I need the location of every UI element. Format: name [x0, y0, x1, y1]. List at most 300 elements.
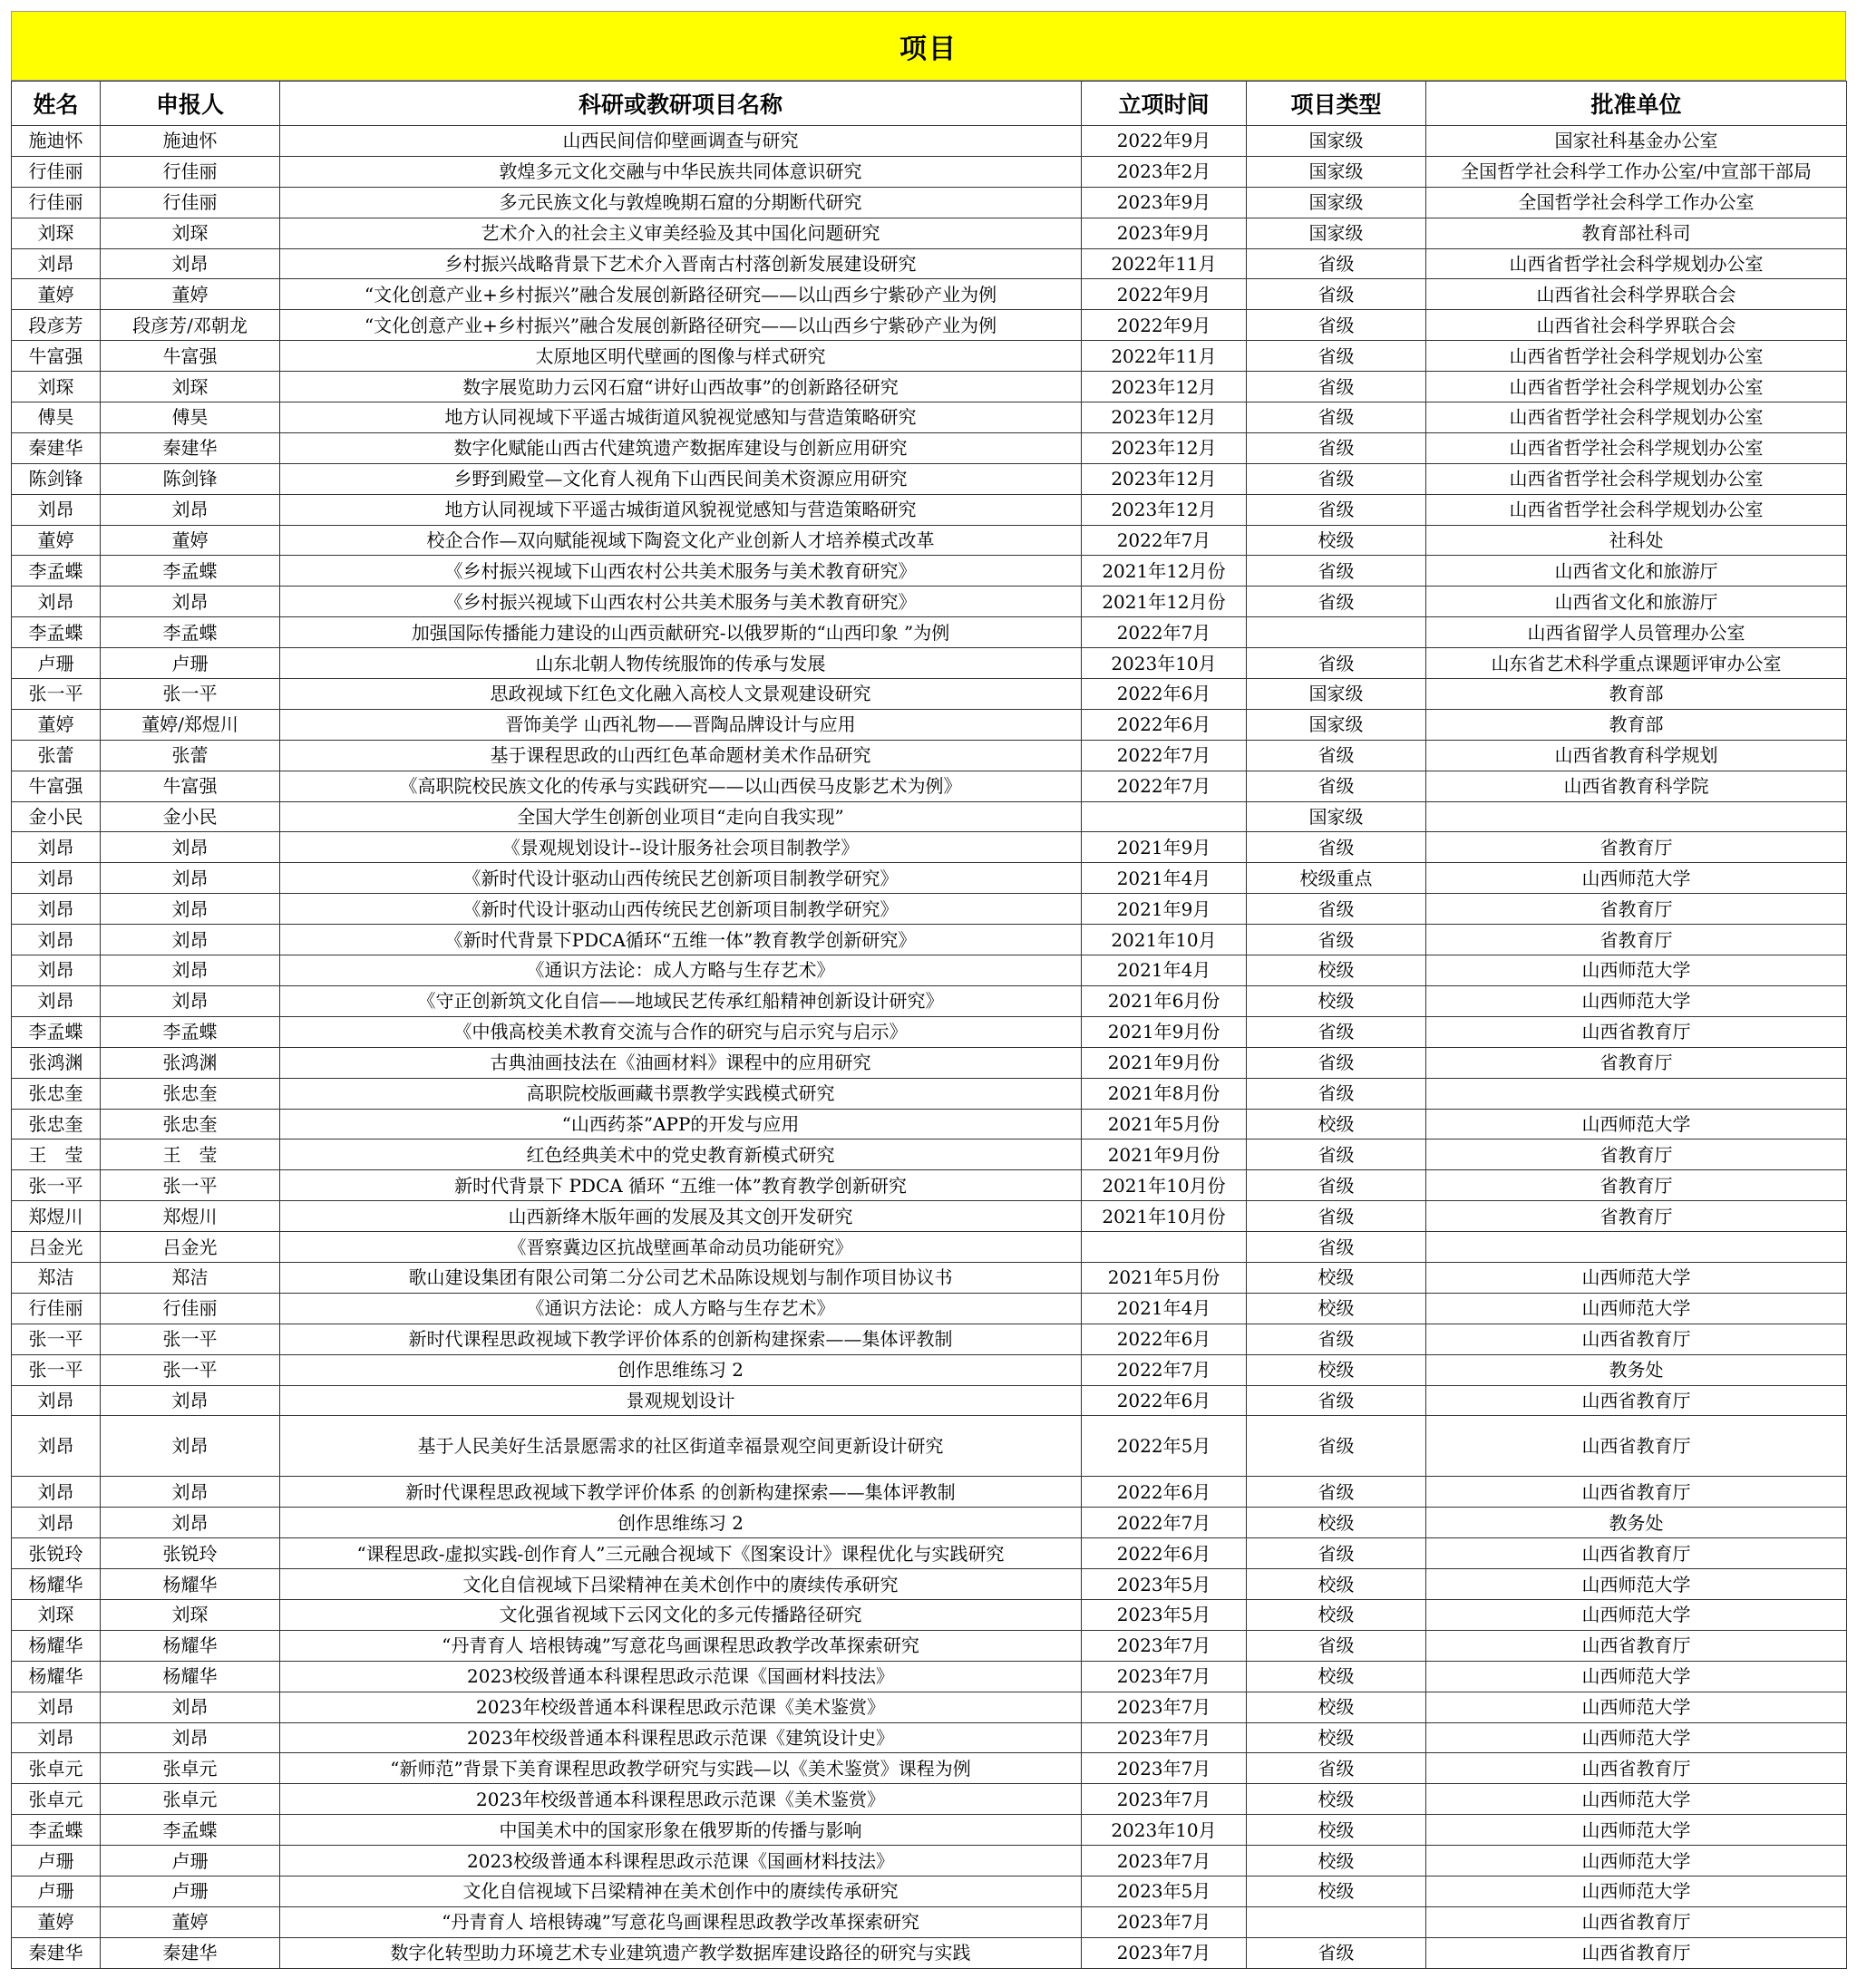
cell-approval-date: 2021年9月 — [1082, 894, 1247, 925]
cell-applicant: 刘昂 — [101, 894, 280, 925]
cell-approving-unit: 全国哲学社会科学工作办公室 — [1426, 187, 1847, 218]
cell-approving-unit: 山西师范大学 — [1426, 1692, 1847, 1722]
cell-applicant: 刘昂 — [101, 1477, 280, 1508]
cell-applicant: 董婷 — [101, 279, 280, 310]
table-row — [12, 1630, 1847, 1661]
cell-name: 行佳丽 — [12, 187, 101, 218]
cell-applicant: 刘昂 — [101, 1508, 280, 1538]
cell-project-type: 国家级 — [1247, 801, 1426, 832]
cell-name: 刘昂 — [12, 1416, 101, 1477]
cell-applicant: 刘琛 — [101, 218, 280, 248]
cell-applicant: 董婷 — [101, 1906, 280, 1937]
cell-applicant: 李孟蝶 — [101, 556, 280, 587]
cell-applicant: 刘昂 — [101, 925, 280, 955]
cell-approval-date: 2023年7月 — [1082, 1722, 1247, 1753]
header-approval-date: 立项时间 — [1082, 82, 1247, 126]
cell-project-type: 校级 — [1247, 1293, 1426, 1324]
cell-approving-unit: 山西省哲学社会科学规划办公室 — [1426, 402, 1847, 433]
cell-project-name: 2023校级普通本科课程思政示范课《国画材料技法》 — [280, 1661, 1082, 1692]
cell-project-type: 校级 — [1247, 1109, 1426, 1139]
cell-applicant: 李孟蝶 — [101, 1815, 280, 1846]
table-row — [12, 463, 1847, 494]
cell-name: 刘昂 — [12, 985, 101, 1016]
cell-project-type: 校级 — [1247, 1876, 1426, 1906]
cell-approval-date: 2023年10月 — [1082, 1815, 1247, 1846]
cell-applicant: 张卓元 — [101, 1784, 280, 1815]
cell-approving-unit: 山西师范大学 — [1426, 1599, 1847, 1630]
cell-approval-date: 2022年5月 — [1082, 1416, 1247, 1477]
cell-name: 郑洁 — [12, 1262, 101, 1293]
cell-project-type: 校级 — [1247, 1815, 1426, 1846]
cell-approving-unit: 山西省教育厅 — [1426, 1906, 1847, 1937]
cell-project-type: 省级 — [1247, 832, 1426, 863]
cell-project-type: 省级 — [1247, 771, 1426, 801]
cell-project-name: “文化创意产业+乡村振兴”融合发展创新路径研究——以山西乡宁紫砂产业为例 — [280, 279, 1082, 310]
cell-project-type — [1247, 617, 1426, 648]
table-row — [12, 1692, 1847, 1722]
cell-approval-date: 2023年7月 — [1082, 1846, 1247, 1876]
cell-approval-date: 2022年11月 — [1082, 341, 1247, 372]
header-row — [12, 82, 1847, 126]
cell-applicant: 施迪怀 — [101, 126, 280, 157]
cell-approving-unit: 山西省哲学社会科学规划办公室 — [1426, 463, 1847, 494]
cell-project-name: 艺术介入的社会主义审美经验及其中国化问题研究 — [280, 218, 1082, 248]
cell-project-type: 校级 — [1247, 1722, 1426, 1753]
cell-approving-unit: 省教育厅 — [1426, 1139, 1847, 1170]
table-row — [12, 1906, 1847, 1937]
cell-approval-date — [1082, 801, 1247, 832]
cell-project-name: 数字化转型助力环境艺术专业建筑遗产教学数据库建设路径的研究与实践 — [280, 1937, 1082, 1968]
cell-approving-unit: 山西师范大学 — [1426, 1815, 1847, 1846]
table-row — [12, 310, 1847, 341]
table-row — [12, 248, 1847, 279]
cell-approving-unit: 山西省教育厅 — [1426, 1324, 1847, 1354]
cell-project-name: “新师范”背景下美育课程思政教学研究与实践—以《美术鉴赏》课程为例 — [280, 1753, 1082, 1784]
cell-applicant: 刘琛 — [101, 372, 280, 402]
cell-applicant: 刘昂 — [101, 955, 280, 986]
cell-name: 张忠奎 — [12, 1078, 101, 1109]
cell-approval-date: 2023年5月 — [1082, 1569, 1247, 1600]
cell-approving-unit: 省教育厅 — [1426, 894, 1847, 925]
cell-project-type: 省级 — [1247, 1232, 1426, 1263]
cell-approval-date: 2021年5月份 — [1082, 1262, 1247, 1293]
header-project-type: 项目类型 — [1247, 82, 1426, 126]
cell-project-name: 数字展览助力云冈石窟“讲好山西故事”的创新路径研究 — [280, 372, 1082, 402]
cell-approving-unit: 山西省哲学社会科学规划办公室 — [1426, 372, 1847, 402]
cell-name: 行佳丽 — [12, 156, 101, 187]
cell-approval-date: 2021年12月份 — [1082, 587, 1247, 617]
cell-applicant: 王 莹 — [101, 1139, 280, 1170]
cell-project-name: 景观规划设计 — [280, 1385, 1082, 1416]
cell-approval-date: 2021年4月 — [1082, 863, 1247, 894]
cell-approval-date: 2022年6月 — [1082, 1538, 1247, 1569]
cell-project-type: 校级 — [1247, 1599, 1426, 1630]
table-row — [12, 1016, 1847, 1047]
cell-approving-unit: 山西师范大学 — [1426, 1876, 1847, 1906]
table-row — [12, 1232, 1847, 1263]
cell-name: 卢珊 — [12, 1846, 101, 1876]
table-row — [12, 1508, 1847, 1538]
cell-approving-unit: 全国哲学社会科学工作办公室/中宣部干部局 — [1426, 156, 1847, 187]
cell-approval-date: 2022年6月 — [1082, 679, 1247, 710]
cell-applicant: 刘昂 — [101, 1722, 280, 1753]
cell-project-type: 校级 — [1247, 1262, 1426, 1293]
cell-project-name: 太原地区明代壁画的图像与样式研究 — [280, 341, 1082, 372]
cell-project-name: 《高职院校民族文化的传承与实践研究——以山西侯马皮影艺术为例》 — [280, 771, 1082, 801]
cell-approval-date: 2021年4月 — [1082, 955, 1247, 986]
table-row — [12, 432, 1847, 463]
cell-approving-unit: 山西省教育厅 — [1426, 1416, 1847, 1477]
cell-approval-date: 2022年6月 — [1082, 709, 1247, 740]
cell-project-type — [1247, 1906, 1426, 1937]
cell-applicant: 张忠奎 — [101, 1078, 280, 1109]
cell-project-type: 省级 — [1247, 1630, 1426, 1661]
cell-applicant: 张锐玲 — [101, 1538, 280, 1569]
table-row — [12, 1477, 1847, 1508]
spreadsheet — [11, 11, 1846, 1969]
table-row — [12, 617, 1847, 648]
cell-name: 刘昂 — [12, 832, 101, 863]
cell-project-type: 省级 — [1247, 894, 1426, 925]
cell-applicant: 张鸿渊 — [101, 1047, 280, 1078]
table-row — [12, 556, 1847, 587]
cell-project-name: 新时代背景下 PDCA 循环 “五维一体”教育教学创新研究 — [280, 1170, 1082, 1201]
cell-name: 刘昂 — [12, 955, 101, 986]
cell-name: 秦建华 — [12, 432, 101, 463]
table-row — [12, 1293, 1847, 1324]
cell-approving-unit: 山西省哲学社会科学规划办公室 — [1426, 248, 1847, 279]
cell-name: 卢珊 — [12, 1876, 101, 1906]
cell-approving-unit: 山西师范大学 — [1426, 1722, 1847, 1753]
cell-project-name: 多元民族文化与敦煌晚期石窟的分期断代研究 — [280, 187, 1082, 218]
cell-project-name: 晋饰美学 山西礼物——晋陶品牌设计与应用 — [280, 709, 1082, 740]
cell-project-name: “课程思政-虚拟实践-创作育人”三元融合视域下《图案设计》课程优化与实践研究 — [280, 1538, 1082, 1569]
cell-project-name: 《乡村振兴视域下山西农村公共美术服务与美术教育研究》 — [280, 556, 1082, 587]
cell-project-name: 新时代课程思政视域下教学评价体系的创新构建探索——集体评教制 — [280, 1324, 1082, 1354]
cell-approving-unit: 山西省教育厅 — [1426, 1937, 1847, 1968]
cell-project-type: 省级 — [1247, 925, 1426, 955]
cell-project-type: 省级 — [1247, 372, 1426, 402]
cell-applicant: 刘昂 — [101, 494, 280, 525]
cell-project-name: 《乡村振兴视域下山西农村公共美术服务与美术教育研究》 — [280, 587, 1082, 617]
cell-project-type: 校级 — [1247, 1846, 1426, 1876]
cell-project-name: 全国大学生创新创业项目“走向自我实现” — [280, 801, 1082, 832]
cell-project-name: 《通识方法论：成人方略与生存艺术》 — [280, 955, 1082, 986]
cell-name: 张卓元 — [12, 1784, 101, 1815]
cell-applicant: 行佳丽 — [101, 156, 280, 187]
cell-approval-date: 2023年5月 — [1082, 1599, 1247, 1630]
cell-project-type: 省级 — [1247, 279, 1426, 310]
cell-approval-date: 2021年10月 — [1082, 925, 1247, 955]
table-row — [12, 1324, 1847, 1354]
table-row — [12, 863, 1847, 894]
cell-project-type: 校级 — [1247, 1569, 1426, 1600]
cell-approving-unit: 山西师范大学 — [1426, 1784, 1847, 1815]
cell-applicant: 刘昂 — [101, 863, 280, 894]
cell-approval-date: 2023年7月 — [1082, 1784, 1247, 1815]
cell-applicant: 秦建华 — [101, 1937, 280, 1968]
cell-project-type: 省级 — [1247, 1139, 1426, 1170]
cell-applicant: 董婷/郑煜川 — [101, 709, 280, 740]
cell-approving-unit: 山西省教育科学院 — [1426, 771, 1847, 801]
cell-project-name: 《新时代设计驱动山西传统民艺创新项目制教学研究》 — [280, 894, 1082, 925]
cell-approval-date: 2021年10月份 — [1082, 1201, 1247, 1232]
cell-applicant: 杨耀华 — [101, 1569, 280, 1600]
cell-project-type: 国家级 — [1247, 187, 1426, 218]
cell-project-name: 中国美术中的国家形象在俄罗斯的传播与影响 — [280, 1815, 1082, 1846]
cell-name: 刘昂 — [12, 1692, 101, 1722]
cell-project-type: 省级 — [1247, 556, 1426, 587]
cell-applicant: 行佳丽 — [101, 1293, 280, 1324]
cell-applicant: 金小民 — [101, 801, 280, 832]
cell-applicant: 张卓元 — [101, 1753, 280, 1784]
cell-approving-unit: 山西师范大学 — [1426, 1293, 1847, 1324]
cell-project-name: 基于人民美好生活景愿需求的社区街道幸福景观空间更新设计研究 — [280, 1416, 1082, 1477]
table-row — [12, 187, 1847, 218]
cell-project-name: 校企合作—双向赋能视域下陶瓷文化产业创新人才培养模式改革 — [280, 525, 1082, 556]
cell-name: 施迪怀 — [12, 126, 101, 157]
cell-approving-unit: 山西师范大学 — [1426, 863, 1847, 894]
cell-name: 董婷 — [12, 709, 101, 740]
cell-name: 刘昂 — [12, 1508, 101, 1538]
cell-applicant: 杨耀华 — [101, 1630, 280, 1661]
table-row — [12, 925, 1847, 955]
table-row — [12, 1078, 1847, 1109]
cell-approval-date: 2023年9月 — [1082, 187, 1247, 218]
cell-project-name: 红色经典美术中的党史教育新模式研究 — [280, 1139, 1082, 1170]
table-row — [12, 525, 1847, 556]
cell-approval-date: 2023年9月 — [1082, 218, 1247, 248]
cell-project-name: 2023年校级普通本科课程思政示范课《建筑设计史》 — [280, 1722, 1082, 1753]
project-table — [11, 81, 1847, 1969]
cell-approval-date: 2022年7月 — [1082, 740, 1247, 771]
cell-name: 牛富强 — [12, 771, 101, 801]
table-row — [12, 894, 1847, 925]
cell-approving-unit — [1426, 801, 1847, 832]
table-row — [12, 1170, 1847, 1201]
cell-approving-unit: 山西省社会科学界联合会 — [1426, 310, 1847, 341]
cell-approving-unit: 山西师范大学 — [1426, 1262, 1847, 1293]
table-row — [12, 1538, 1847, 1569]
cell-applicant: 卢珊 — [101, 1876, 280, 1906]
cell-approving-unit: 山西省教育厅 — [1426, 1538, 1847, 1569]
cell-project-name: 山西民间信仰壁画调查与研究 — [280, 126, 1082, 157]
cell-approval-date: 2021年9月 — [1082, 832, 1247, 863]
cell-approving-unit: 山西师范大学 — [1426, 985, 1847, 1016]
cell-project-type: 校级 — [1247, 1354, 1426, 1385]
cell-approving-unit — [1426, 1232, 1847, 1263]
table-body — [12, 126, 1847, 1969]
cell-approval-date: 2021年12月份 — [1082, 556, 1247, 587]
cell-name: 卢珊 — [12, 648, 101, 679]
cell-name: 张锐玲 — [12, 1538, 101, 1569]
cell-approving-unit: 山西省文化和旅游厅 — [1426, 587, 1847, 617]
cell-project-name: “文化创意产业+乡村振兴”融合发展创新路径研究——以山西乡宁紫砂产业为例 — [280, 310, 1082, 341]
cell-project-type: 校级 — [1247, 955, 1426, 986]
cell-project-type: 校级 — [1247, 1692, 1426, 1722]
cell-applicant: 郑洁 — [101, 1262, 280, 1293]
cell-project-type: 省级 — [1247, 740, 1426, 771]
cell-approving-unit: 社科处 — [1426, 525, 1847, 556]
cell-approval-date: 2022年7月 — [1082, 525, 1247, 556]
cell-approval-date: 2023年12月 — [1082, 372, 1247, 402]
cell-project-name: 加强国际传播能力建设的山西贡献研究-以俄罗斯的“山西印象 ”为例 — [280, 617, 1082, 648]
table-row — [12, 1262, 1847, 1293]
cell-project-type: 校级 — [1247, 985, 1426, 1016]
cell-approving-unit: 山西省文化和旅游厅 — [1426, 556, 1847, 587]
cell-project-name: 乡野到殿堂—文化育人视角下山西民间美术资源应用研究 — [280, 463, 1082, 494]
cell-applicant: 秦建华 — [101, 432, 280, 463]
table-row — [12, 648, 1847, 679]
cell-approving-unit — [1426, 1078, 1847, 1109]
cell-project-type: 省级 — [1247, 1753, 1426, 1784]
cell-applicant: 刘琛 — [101, 1599, 280, 1630]
table-row — [12, 341, 1847, 372]
cell-name: 秦建华 — [12, 1937, 101, 1968]
table-row — [12, 1815, 1847, 1846]
cell-approval-date: 2023年7月 — [1082, 1753, 1247, 1784]
cell-project-type: 省级 — [1247, 341, 1426, 372]
cell-project-type: 省级 — [1247, 494, 1426, 525]
cell-approval-date: 2021年6月份 — [1082, 985, 1247, 1016]
table-row — [12, 1722, 1847, 1753]
cell-applicant: 卢珊 — [101, 648, 280, 679]
cell-approving-unit: 教育部 — [1426, 679, 1847, 710]
cell-project-name: 2023年校级普通本科课程思政示范课《美术鉴赏》 — [280, 1692, 1082, 1722]
cell-approving-unit: 教务处 — [1426, 1354, 1847, 1385]
cell-project-type: 省级 — [1247, 1416, 1426, 1477]
cell-name: 李孟蝶 — [12, 1815, 101, 1846]
table-row — [12, 1599, 1847, 1630]
cell-approving-unit: 山西省哲学社会科学规划办公室 — [1426, 341, 1847, 372]
cell-approving-unit: 山西师范大学 — [1426, 1569, 1847, 1600]
cell-approving-unit: 山西省教育厅 — [1426, 1753, 1847, 1784]
cell-approving-unit: 山西省哲学社会科学规划办公室 — [1426, 494, 1847, 525]
cell-project-name: “山西药茶”APP的开发与应用 — [280, 1109, 1082, 1139]
cell-project-name: 创作思维练习 2 — [280, 1354, 1082, 1385]
cell-project-name: 文化强省视域下云冈文化的多元传播路径研究 — [280, 1599, 1082, 1630]
cell-approval-date: 2022年6月 — [1082, 1324, 1247, 1354]
cell-name: 张鸿渊 — [12, 1047, 101, 1078]
table-row — [12, 402, 1847, 433]
table-row — [12, 372, 1847, 402]
cell-applicant: 郑煜川 — [101, 1201, 280, 1232]
cell-approving-unit: 山西省留学人员管理办公室 — [1426, 617, 1847, 648]
cell-name: 刘昂 — [12, 863, 101, 894]
table-row — [12, 1846, 1847, 1876]
table-row — [12, 1876, 1847, 1906]
cell-project-name: 《新时代背景下PDCA循环“五维一体”教育教学创新研究》 — [280, 925, 1082, 955]
cell-approving-unit: 山西省教育厅 — [1426, 1385, 1847, 1416]
cell-project-name: 数字化赋能山西古代建筑遗产数据库建设与创新应用研究 — [280, 432, 1082, 463]
table-row — [12, 279, 1847, 310]
table-row — [12, 709, 1847, 740]
cell-project-name: 新时代课程思政视域下教学评价体系 的创新构建探索——集体评教制 — [280, 1477, 1082, 1508]
cell-approving-unit: 山西省社会科学界联合会 — [1426, 279, 1847, 310]
cell-name: 刘琛 — [12, 218, 101, 248]
cell-approval-date: 2022年6月 — [1082, 1385, 1247, 1416]
cell-project-type: 校级 — [1247, 1661, 1426, 1692]
cell-project-name: 2023年校级普通本科课程思政示范课《美术鉴赏》 — [280, 1784, 1082, 1815]
cell-approving-unit: 省教育厅 — [1426, 1170, 1847, 1201]
cell-name: 董婷 — [12, 279, 101, 310]
cell-project-type: 省级 — [1247, 648, 1426, 679]
table-row — [12, 1385, 1847, 1416]
table-row — [12, 156, 1847, 187]
cell-applicant: 李孟蝶 — [101, 617, 280, 648]
cell-project-name: 创作思维练习 2 — [280, 1508, 1082, 1538]
cell-name: 刘琛 — [12, 1599, 101, 1630]
cell-applicant: 张一平 — [101, 1170, 280, 1201]
cell-approving-unit: 国家社科基金办公室 — [1426, 126, 1847, 157]
cell-project-type: 省级 — [1247, 1385, 1426, 1416]
cell-applicant: 李孟蝶 — [101, 1016, 280, 1047]
cell-name: 刘昂 — [12, 587, 101, 617]
cell-project-name: “丹青育人 培根铸魂”写意花鸟画课程思政教学改革探索研究 — [280, 1906, 1082, 1937]
cell-approving-unit: 省教育厅 — [1426, 832, 1847, 863]
cell-project-type: 省级 — [1247, 1324, 1426, 1354]
cell-project-name: 古典油画技法在《油画材料》课程中的应用研究 — [280, 1047, 1082, 1078]
cell-project-type: 国家级 — [1247, 218, 1426, 248]
cell-name: 刘昂 — [12, 1722, 101, 1753]
cell-project-name: 乡村振兴战略背景下艺术介入晋南古村落创新发展建设研究 — [280, 248, 1082, 279]
cell-applicant: 刘昂 — [101, 248, 280, 279]
cell-project-name: 文化自信视域下吕梁精神在美术创作中的赓续传承研究 — [280, 1569, 1082, 1600]
cell-project-name: 思政视域下红色文化融入高校人文景观建设研究 — [280, 679, 1082, 710]
cell-name: 傅昊 — [12, 402, 101, 433]
cell-project-type: 省级 — [1247, 1477, 1426, 1508]
cell-name: 刘琛 — [12, 372, 101, 402]
cell-project-type: 校级 — [1247, 525, 1426, 556]
cell-project-name: “丹青育人 培根铸魂”写意花鸟画课程思政教学改革探索研究 — [280, 1630, 1082, 1661]
cell-name: 刘昂 — [12, 1477, 101, 1508]
cell-approval-date: 2023年7月 — [1082, 1630, 1247, 1661]
cell-project-name: 山东北朝人物传统服饰的传承与发展 — [280, 648, 1082, 679]
cell-approval-date: 2023年7月 — [1082, 1692, 1247, 1722]
cell-name: 陈剑锋 — [12, 463, 101, 494]
table-row — [12, 679, 1847, 710]
cell-name: 杨耀华 — [12, 1661, 101, 1692]
cell-approving-unit: 教育部社科司 — [1426, 218, 1847, 248]
cell-project-type: 省级 — [1247, 1016, 1426, 1047]
cell-project-name: 地方认同视域下平遥古城街道风貌视觉感知与营造策略研究 — [280, 402, 1082, 433]
header-applicant: 申报人 — [101, 82, 280, 126]
cell-applicant: 刘昂 — [101, 832, 280, 863]
header-approving-unit: 批准单位 — [1426, 82, 1847, 126]
cell-approval-date: 2023年5月 — [1082, 1876, 1247, 1906]
cell-approval-date: 2023年7月 — [1082, 1906, 1247, 1937]
table-row — [12, 771, 1847, 801]
table-row — [12, 1661, 1847, 1692]
cell-approval-date: 2021年4月 — [1082, 1293, 1247, 1324]
cell-approval-date: 2023年10月 — [1082, 648, 1247, 679]
cell-name: 段彦芳 — [12, 310, 101, 341]
cell-name: 张一平 — [12, 679, 101, 710]
cell-project-name: 《通识方法论：成人方略与生存艺术》 — [280, 1293, 1082, 1324]
cell-applicant: 张一平 — [101, 679, 280, 710]
cell-approving-unit: 山西师范大学 — [1426, 1661, 1847, 1692]
cell-name: 刘昂 — [12, 494, 101, 525]
cell-applicant: 张一平 — [101, 1324, 280, 1354]
cell-name: 李孟蝶 — [12, 556, 101, 587]
cell-project-name: 《新时代设计驱动山西传统民艺创新项目制教学研究》 — [280, 863, 1082, 894]
cell-approving-unit: 山西师范大学 — [1426, 1109, 1847, 1139]
cell-approval-date: 2022年7月 — [1082, 771, 1247, 801]
cell-project-type: 省级 — [1247, 1078, 1426, 1109]
table-row — [12, 1753, 1847, 1784]
cell-project-type: 国家级 — [1247, 709, 1426, 740]
cell-name: 张一平 — [12, 1324, 101, 1354]
